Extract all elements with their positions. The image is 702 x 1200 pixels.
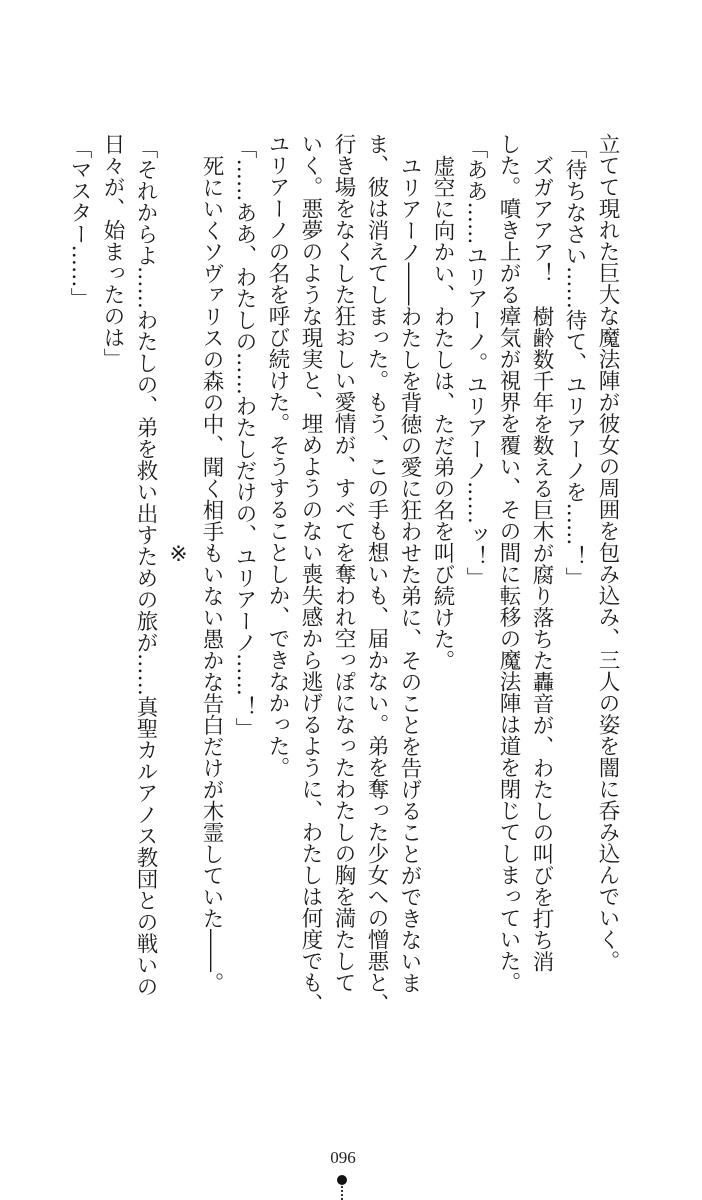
scene-break-mark: ※ — [166, 541, 191, 567]
text-column: いく。悪夢のような現実と、埋めようのない喪失感から逃げるように、わたしは何度でも、 — [298, 133, 323, 1015]
text-column: ユリアーノ――わたしを背徳の愛に狂わせた弟に、そのことを告げることができないま — [397, 154, 422, 993]
text-column: 行き場をなくした狂おしい愛情が、すべてを奪われ空っぽになったわたしの胸を満たして — [331, 133, 356, 993]
text-column: 「ああ……ユリアーノ。ユリアーノ……ッ！」 — [463, 137, 488, 589]
text-column: 「それからよ……わたしの、弟を救い出すための旅が……真聖カルアノス教団との戦いの — [133, 137, 158, 998]
text-column: 虚空に向かい、わたしは、ただ弟の名を叫び続けた。 — [430, 154, 455, 671]
page-number: 096 — [330, 1148, 356, 1167]
text-column: 「……ああ、わたしの……わたしだけの、ユリアーノ……！」 — [232, 137, 257, 740]
text-column: 「マスター……」 — [67, 137, 92, 310]
text-column: した。噴き上がる瘴気が視界を覆い、その間に転移の魔法陣は道を閉じてしまっていた。 — [496, 133, 521, 993]
text-column: 「待ちなさい……待て、ユリアーノを……！」 — [562, 137, 587, 589]
page-marker-dot-icon — [337, 1175, 347, 1185]
text-column: ま、彼は消えてしまった。もう、この手も想いも、届かない。弟を奪った少女への憎悪と、 — [364, 133, 389, 1015]
text-column: 死にいくソヴァリスの森の中、聞く相手もいない愚かな告白だけが木霊していた――。 — [199, 154, 224, 993]
page-marker-dotted-line — [341, 1186, 343, 1200]
novel-page-body — [63, 133, 624, 1015]
text-column: 日々が、始まったのは」 — [100, 133, 125, 370]
text-column: 立てて現れた巨大な魔法陣が彼女の周囲を包み込み、三人の姿を闇に呑み込んでいく。 — [595, 133, 620, 972]
text-column: ズガアアア！ 樹齢数千年を数える巨木が腐り落ちた轟音が、わたしの叫びを打ち消 — [529, 154, 554, 972]
text-column: ユリアーノの名を呼び続けた。そうすることしか、できなかった。 — [265, 133, 290, 778]
